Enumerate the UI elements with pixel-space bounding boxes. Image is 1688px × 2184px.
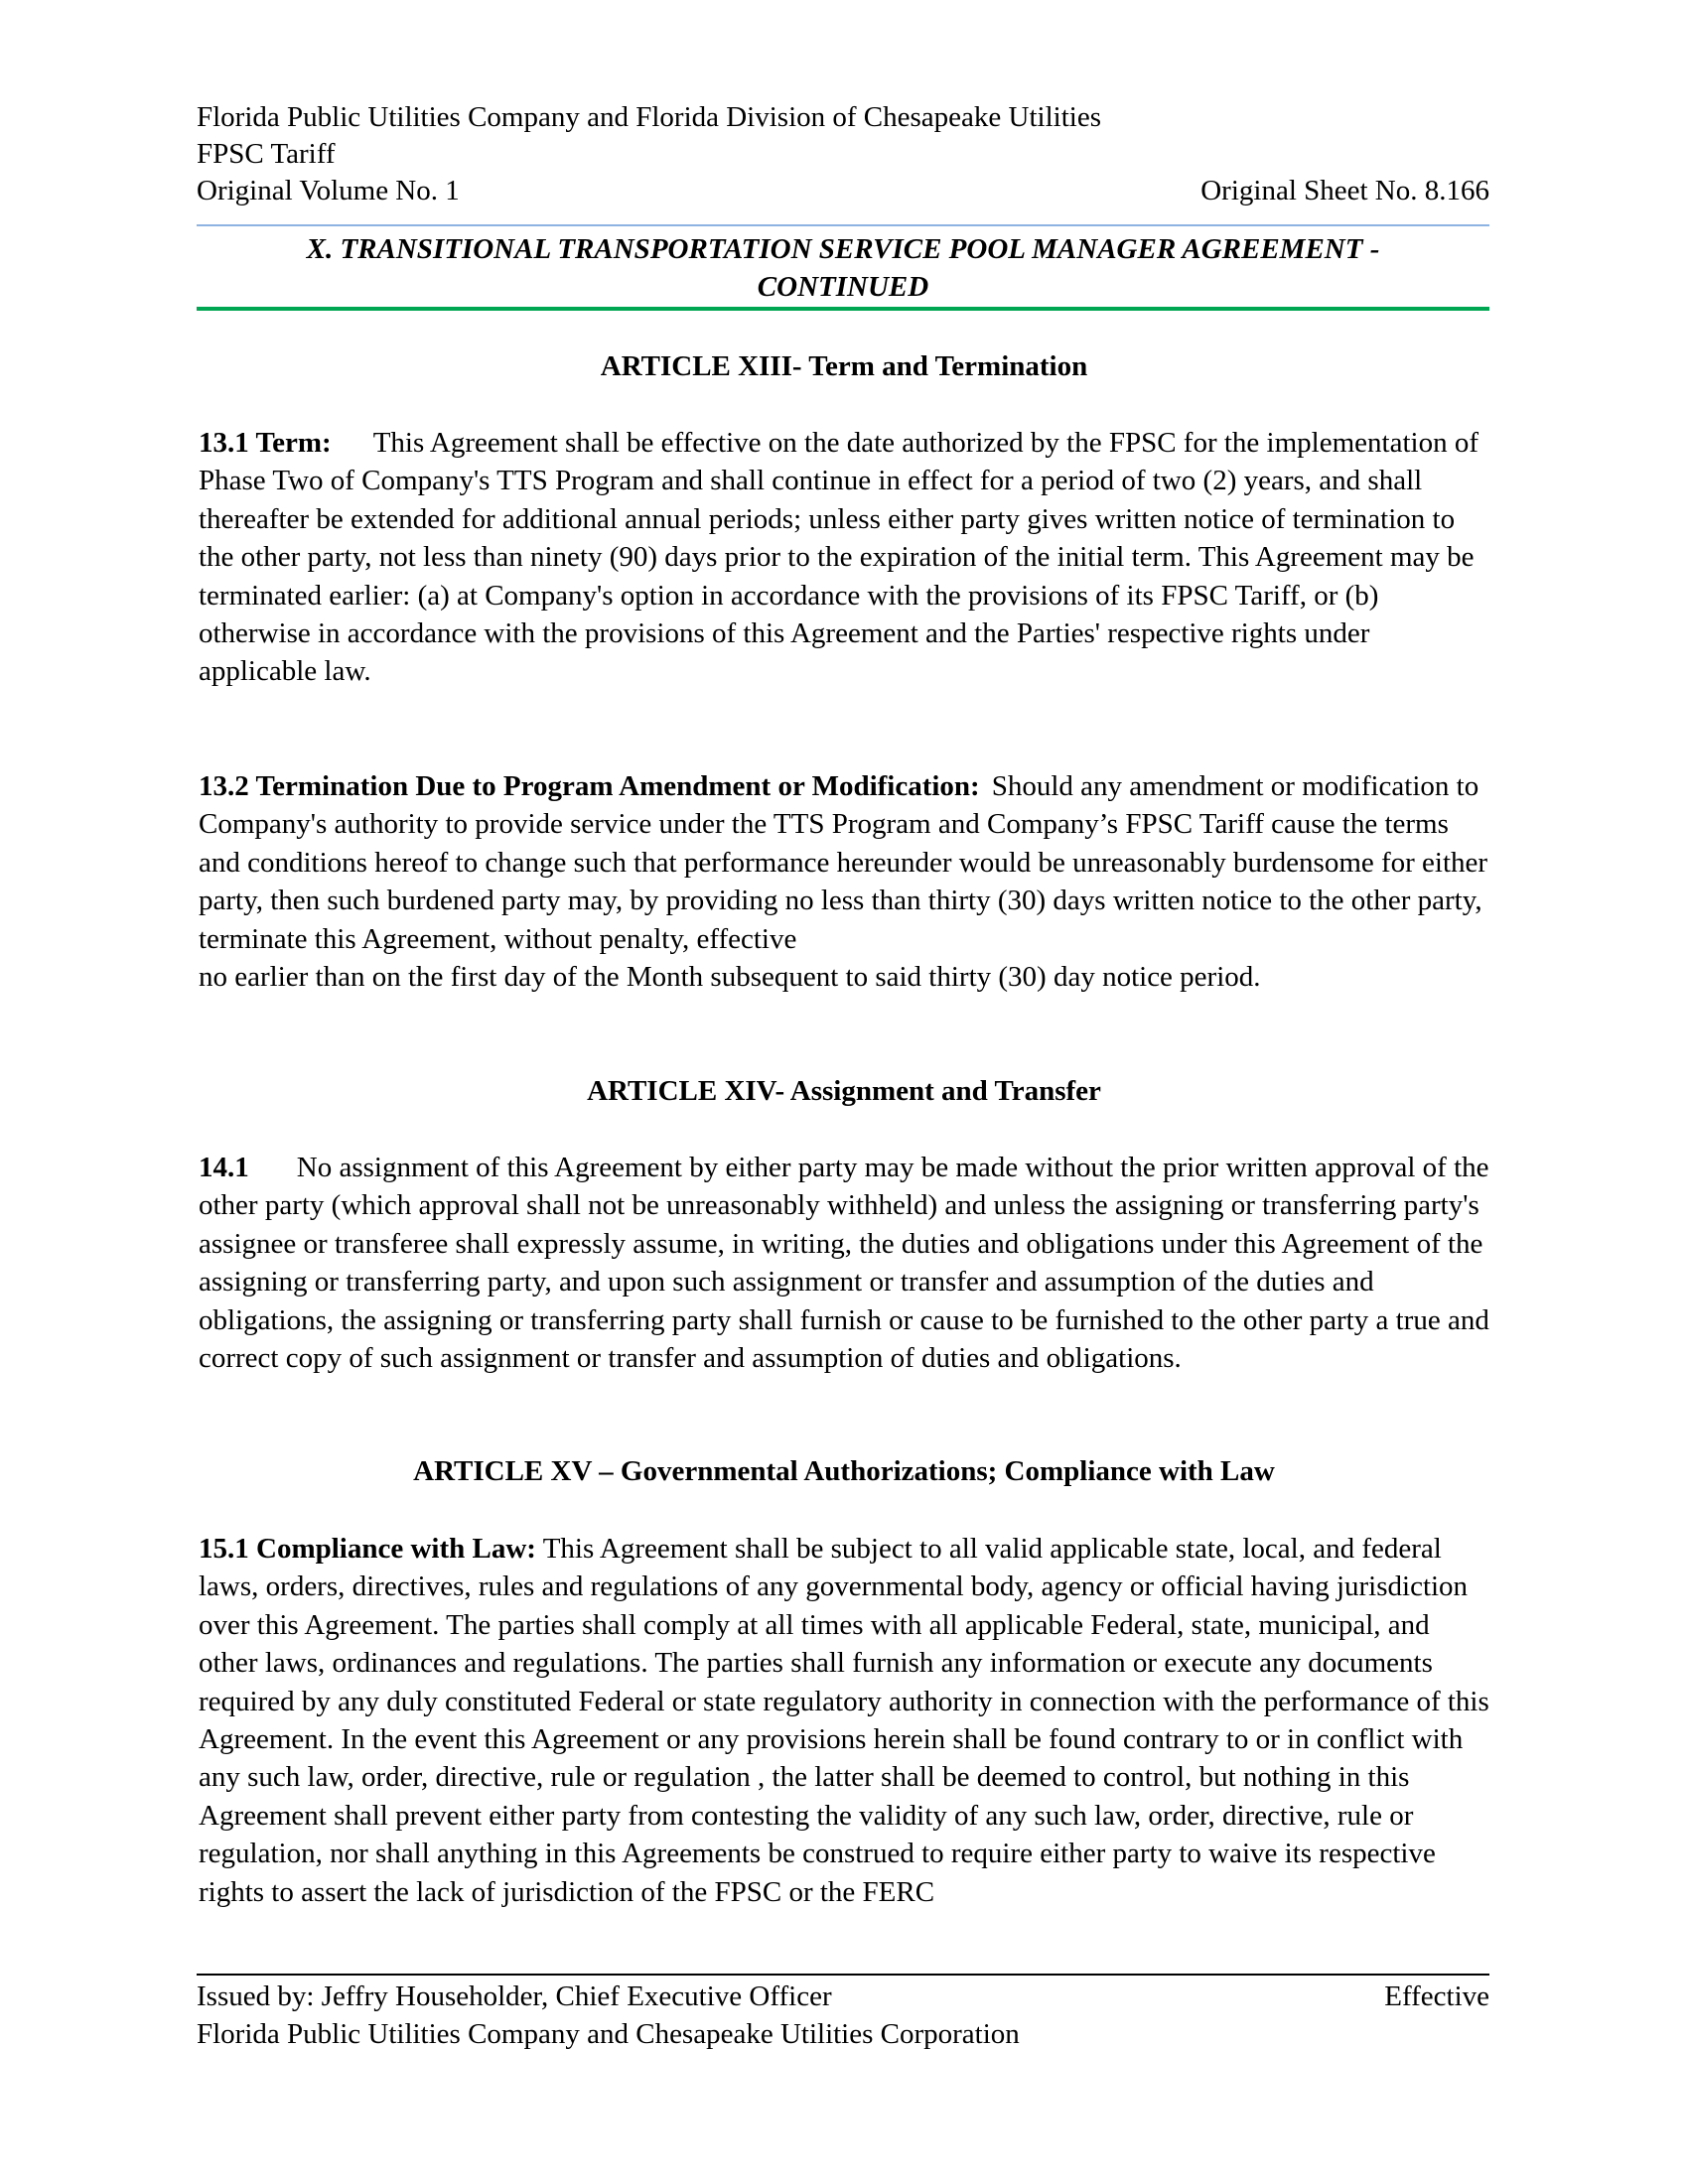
header-divider	[197, 224, 1489, 226]
article-15-heading: ARTICLE XV – Governmental Authorizations; Compliance with Law	[413, 1455, 1275, 1487]
footer-company: Florida Public Utilities Company and Chesapeake Utilities Corporation	[197, 2018, 1020, 2050]
article-14-heading: ARTICLE XIV- Assignment and Transfer	[587, 1075, 1101, 1107]
company-line: Florida Public Utilities Company and Florida Division of Chesapeake Utilities	[197, 101, 1101, 133]
article-15-heading-block	[199, 1452, 1489, 1490]
paragraph-13-2-label: 13.2 Termination Due to Program Amendment or Modification:	[199, 770, 980, 802]
paragraph-14-1	[199, 1149, 1489, 1377]
volume-label: Original Volume No. 1	[197, 175, 460, 206]
volume-sheet-row	[197, 173, 1489, 209]
paragraph-13-1	[199, 424, 1489, 691]
page-footer	[197, 1978, 1489, 2053]
effective-label: Effective	[1384, 1980, 1489, 2012]
section-title-line1: X. TRANSITIONAL TRANSPORTATION SERVICE POOL MANAGER AGREEMENT -	[306, 233, 1380, 265]
section-divider	[197, 307, 1489, 311]
article-13-heading: ARTICLE XIII- Term and Termination	[600, 350, 1088, 382]
page-header	[197, 99, 1489, 209]
paragraph-15-1-text: This Agreement shall be subject to all valid applicable state, local, and federal laws, orders, directives, rules and regulations of any governmental body, agency or official having jurisdiction over this Agreement. The parties shall comply at all times with all applicable Federal, state, municipal, and other laws, ordinances and regulations. The parties shall furnish any information or execute any documents required by any duly constituted Federal or state regulatory authority in connection with the performance of this Agreement. In the event this Agreement or any provisions herein shall be found contrary to or in conflict with any such law, order, directive, rule or regulation , the latter shall be deemed to control, but nothing in this Agreement shall prevent either party from contesting the validity of any such law, order, directive, rule or regulation, nor shall anything in this Agreements be construed to require either party to waive its respective rights to assert the lack of jurisdiction of the FPSC or the FERC	[199, 1533, 1489, 1908]
paragraph-13-1-label: 13.1 Term:	[199, 427, 332, 459]
tariff-line: FPSC Tariff	[197, 138, 336, 170]
article-14-heading-block	[199, 1072, 1489, 1110]
paragraph-15-1	[199, 1530, 1489, 1911]
paragraph-15-1-label: 15.1 Compliance with Law:	[199, 1533, 536, 1565]
sheet-number: Original Sheet No. 8.166	[1200, 175, 1489, 206]
paragraph-13-2-continuation: no earlier than on the first day of the Month subsequent to said thirty (30) day notice period.	[199, 961, 1261, 994]
section-title	[197, 230, 1489, 306]
footer-divider	[197, 1974, 1489, 1976]
section-title-line2: CONTINUED	[757, 271, 929, 303]
paragraph-13-2-text: Should any amendment or modification to Company's authority to provide service under the TTS Program and Company’s FPSC Tariff cause the terms and conditions hereof to change such that performance hereunder would be unreasonably burdensome for either party, then such burdened party may, by providing no less than thirty (30) days written notice to the other party, terminate this Agreement, without penalty, effective	[199, 770, 1488, 955]
paragraph-14-1-label: 14.1	[199, 1152, 249, 1183]
paragraph-13-2	[199, 767, 1489, 996]
paragraph-14-1-text: No assignment of this Agreement by either party may be made without the prior written approval of the other party (which approval shall not be unreasonably withheld) and unless the assigning or transferring party's assignee or transferee shall expressly assume, in writing, the duties and obligations under this Agreement of the assigning or transferring party, and upon such assignment or transfer and assumption of the duties and obligations, the assigning or transferring party shall furnish or cause to be furnished to the other party a true and correct copy of such assignment or transfer and assumption of duties and obligations.	[199, 1152, 1489, 1375]
issued-by: Issued by: Jeffry Householder, Chief Executive Officer	[197, 1980, 832, 2012]
issued-row	[197, 1978, 1489, 2015]
article-13-heading-block	[199, 347, 1489, 385]
paragraph-13-1-text: This Agreement shall be effective on the date authorized by the FPSC for the implementation of Phase Two of Company's TTS Program and shall continue in effect for a period of two (2) years, and shall thereafter be extended for additional annual periods; unless either party gives written notice of termination to the other party, not less than ninety (90) days prior to the expiration of the initial term. This Agreement may be terminated earlier: (a) at Company's option in accordance with the provisions of its FPSC Tariff, or (b) otherwise in accordance with the provisions of this Agreement and the Parties' respective rights under applicable law.	[199, 427, 1478, 688]
